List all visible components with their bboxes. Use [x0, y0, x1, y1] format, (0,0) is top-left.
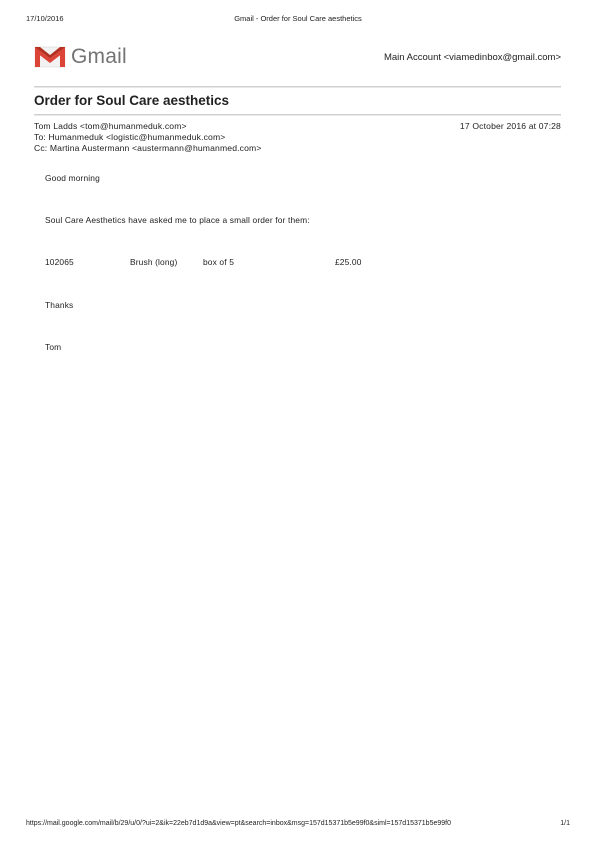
gmail-logo: [34, 44, 127, 70]
header-divider: [34, 86, 561, 88]
email-sender: Tom Ladds <tom@humanmeduk.com>: [34, 121, 187, 131]
order-code: 102065: [45, 257, 74, 267]
email-date: 17 October 2016 at 07:28: [459, 121, 561, 131]
print-title: Gmail - Order for Soul Care aesthetics: [234, 14, 362, 23]
email-signoff: Tom: [45, 342, 62, 352]
print-date: 17/10/2016: [26, 14, 64, 23]
order-line: [45, 257, 385, 269]
email-intro: Soul Care Aesthetics have asked me to place a small order for them:: [45, 215, 310, 225]
order-price: £25.00: [335, 257, 362, 267]
email-thanks: Thanks: [45, 300, 74, 310]
order-pack-size: box of 5: [203, 257, 234, 267]
gmail-envelope-icon: [34, 45, 66, 69]
print-footer: [26, 820, 570, 832]
email-from-row: [34, 121, 561, 131]
print-header: [26, 14, 570, 26]
email-to: To: Humanmeduk <logistic@humanmeduk.com>: [34, 132, 226, 142]
subject-divider: [34, 114, 561, 116]
account-label: Main Account <viamedinbox@gmail.com>: [383, 52, 561, 63]
order-item: Brush (long): [130, 257, 178, 267]
footer-page-number: 1/1: [560, 820, 570, 827]
email-subject: Order for Soul Care aesthetics: [34, 93, 230, 108]
footer-url: https://mail.google.com/mail/b/29/u/0/?ui=2&ik=22eb7d1d9a&view=pt&search=inbox&msg=157d15371b5e99f0&siml=157d15371b5e99f0: [26, 820, 451, 827]
email-cc: Cc: Martina Austermann <austermann@humanmed.com>: [34, 143, 262, 153]
gmail-wordmark: Gmail: [71, 45, 127, 68]
email-greeting: Good morning: [45, 173, 100, 183]
